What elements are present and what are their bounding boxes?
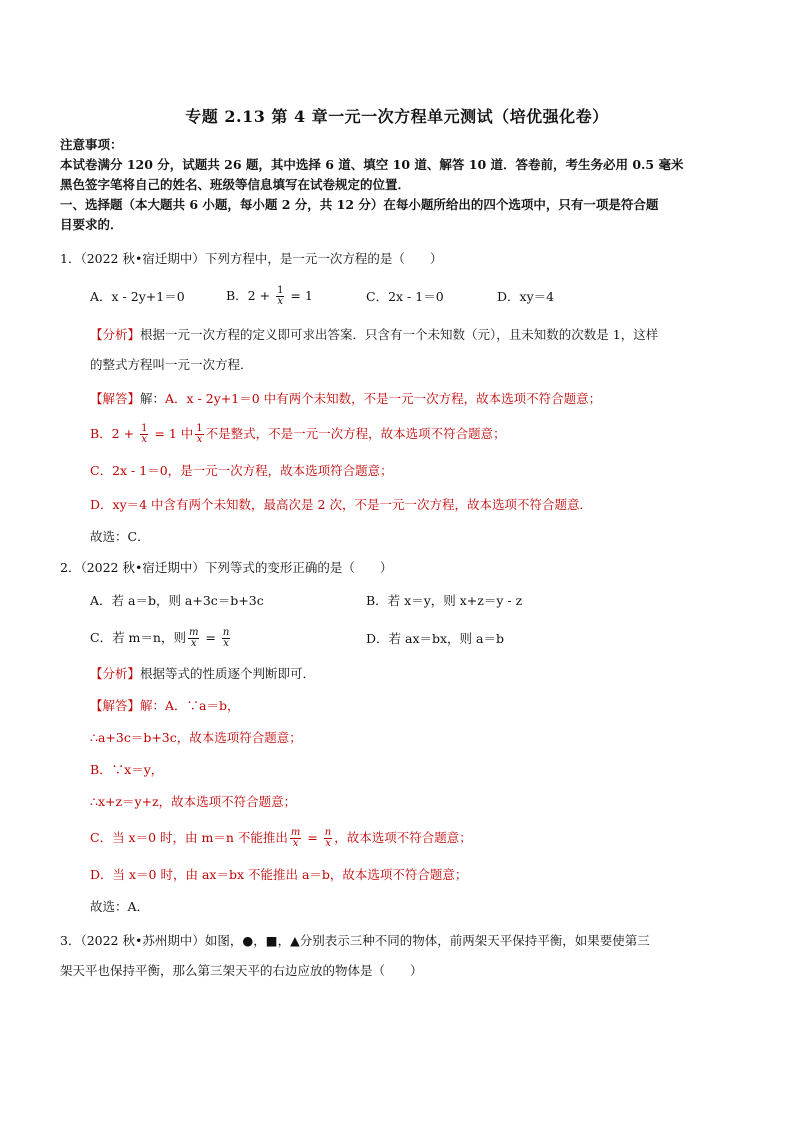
q1-solution-intro: 解：: [140, 391, 166, 406]
q2-solution-tag: 【解答】: [90, 698, 141, 713]
q2-solution-c-numerator-2: n: [324, 827, 332, 838]
q2-analysis-text: 根据等式的性质逐个判断即可．: [140, 666, 316, 681]
section-heading-line-2: 目要求的．: [60, 217, 123, 232]
section-heading-line-1: 一、选择题（本大题共 6 小题，每小题 2 分，共 12 分）在每小题所给出的四个选项中，只有一项是符合题: [60, 197, 659, 212]
q2-solution-line-b2: ∴x+z＝y+z，故本选项不符合题意；: [90, 794, 297, 809]
q1-option-b-suffix: = 1: [286, 288, 313, 303]
q2-option-c-numerator-1: m: [188, 627, 199, 638]
notice-heading: 注意事项：: [60, 137, 123, 152]
page-title: 专题 2.13 第 4 章一元一次方程单元测试（培优强化卷）: [185, 107, 609, 126]
q2-solution-line-c: [90, 824, 472, 852]
q2-solution-c-fraction-1: [290, 828, 301, 849]
q3-stem-line-2: 架天平也保持平衡，那么第三架天平的右边应放的物体是（ ）: [60, 963, 423, 978]
q1-solution-b-denominator-1: x: [141, 434, 148, 445]
q1-solution-b-mid: = 1 中: [150, 426, 194, 441]
q1-solution-b-denominator-2: x: [196, 434, 203, 445]
q2-option-c-numerator-2: n: [222, 627, 230, 638]
q1-solution-tag: 【解答】: [90, 391, 141, 406]
q1-option-c: C．2x - 1＝0: [366, 289, 444, 304]
q2-option-c-fraction-2: [222, 628, 230, 649]
q1-solution-line-d: D．xy＝4 中含有两个未知数，最高次是 2 次，不是一元一次方程，故本选项不符合题意．: [90, 497, 592, 512]
q1-solution-b-fraction-2: [195, 424, 203, 445]
q1-analysis-line-2: 的整式方程叫一元一次方程．: [90, 357, 253, 372]
q2-solution-line-a2: ∴a+3c＝b+3c，故本选项符合题意；: [90, 730, 302, 745]
q2-solution-line-b: B．∵x＝y，: [90, 762, 164, 777]
q2-option-b: B．若 x＝y，则 x+z＝y - z: [366, 593, 523, 608]
q1-option-a: A．x - 2y+1＝0: [90, 289, 185, 304]
q1-answer: 故选：C．: [90, 529, 150, 544]
q1-solution-b-fraction-1: [140, 424, 148, 445]
q2-option-a: A．若 a＝b，则 a+3c＝b+3c: [90, 593, 264, 608]
q1-option-b-prefix: B．2 +: [226, 288, 275, 303]
q2-analysis-line: [90, 665, 315, 683]
q1-solution-b-numerator-2: 1: [196, 423, 203, 434]
q2-solution-c-fraction-2: [324, 828, 332, 849]
q2-option-c-denominator-1: x: [190, 638, 197, 649]
q1-option-b-denominator: x: [277, 296, 284, 307]
q1-option-b-numerator: 1: [277, 285, 284, 296]
q2-option-d: D．若 ax＝bx，则 a＝b: [366, 631, 504, 646]
q1-solution-line-b: [90, 420, 506, 448]
q1-solution-b-prefix: B．2 +: [90, 426, 139, 441]
q2-solution-c-denominator-2: x: [325, 838, 331, 849]
q2-option-c: [90, 624, 232, 652]
q1-analysis-tag: 【分析】: [90, 327, 141, 342]
q2-option-c-equals: =: [201, 630, 220, 645]
q2-solution-a: 解：A．∵a＝b，: [140, 698, 240, 713]
q2-option-c-fraction-1: [188, 628, 199, 649]
q2-solution-c-numerator-1: m: [290, 827, 301, 838]
q2-solution-line-a: [90, 697, 240, 715]
q1-option-d: D．xy＝4: [497, 289, 555, 304]
q1-stem: 1．（2022 秋•宿迁期中）下列方程中，是一元一次方程的是（ ）: [60, 251, 443, 266]
q2-solution-c-denominator-1: x: [292, 838, 299, 849]
q2-solution-c-suffix: ，故本选项不符合题意；: [334, 830, 472, 845]
q2-solution-c-prefix: C．当 x＝0 时，由 m＝n 不能推出: [90, 830, 288, 845]
notice-line-1: 本试卷满分 120 分，试题共 26 题，其中选择 6 道、填空 10 道、解答 10 道．答卷前，考生务必用 0.5 毫米: [60, 157, 684, 172]
q2-option-c-denominator-2: x: [223, 638, 229, 649]
q2-option-c-prefix: C．若 m＝n，则: [90, 630, 186, 645]
q1-option-b: [226, 282, 313, 310]
q1-solution-line-a: [90, 390, 601, 408]
q1-analysis-line-1: [90, 326, 658, 344]
q1-analysis-text-1: 根据一元一次方程的定义即可求出答案．只含有一个未知数（元），且未知数的次数是 1，这样: [140, 327, 659, 342]
q1-solution-a: A．x - 2y+1＝0 中有两个未知数，不是一元一次方程，故本选项不符合题意；: [165, 391, 602, 406]
notice-line-2: 黑色签字笔将自己的姓名、班级等信息填写在试卷规定的位置．: [60, 177, 411, 192]
q2-solution-c-equals: =: [303, 830, 322, 845]
q2-stem: 2．（2022 秋•宿迁期中）下列等式的变形正确的是（ ）: [60, 560, 393, 575]
q1-solution-b-numerator-1: 1: [141, 423, 148, 434]
q2-answer: 故选：A．: [90, 899, 150, 914]
q2-solution-line-d: D．当 x＝0 时，由 ax＝bx 不能推出 a＝b，故本选项不符合题意；: [90, 867, 468, 882]
q2-analysis-tag: 【分析】: [90, 666, 141, 681]
q1-solution-line-c: C．2x - 1＝0，是一元一次方程，故本选项符合题意；: [90, 463, 393, 478]
q1-option-b-fraction: [276, 286, 284, 307]
q3-stem-line-1: 3．（2022 秋•苏州期中）如图，●，■，▲分别表示三种不同的物体，前两架天平保持平衡，如果要使第三: [60, 933, 650, 948]
q1-solution-b-suffix: 不是整式，不是一元一次方程，故本选项不符合题意；: [205, 426, 506, 441]
